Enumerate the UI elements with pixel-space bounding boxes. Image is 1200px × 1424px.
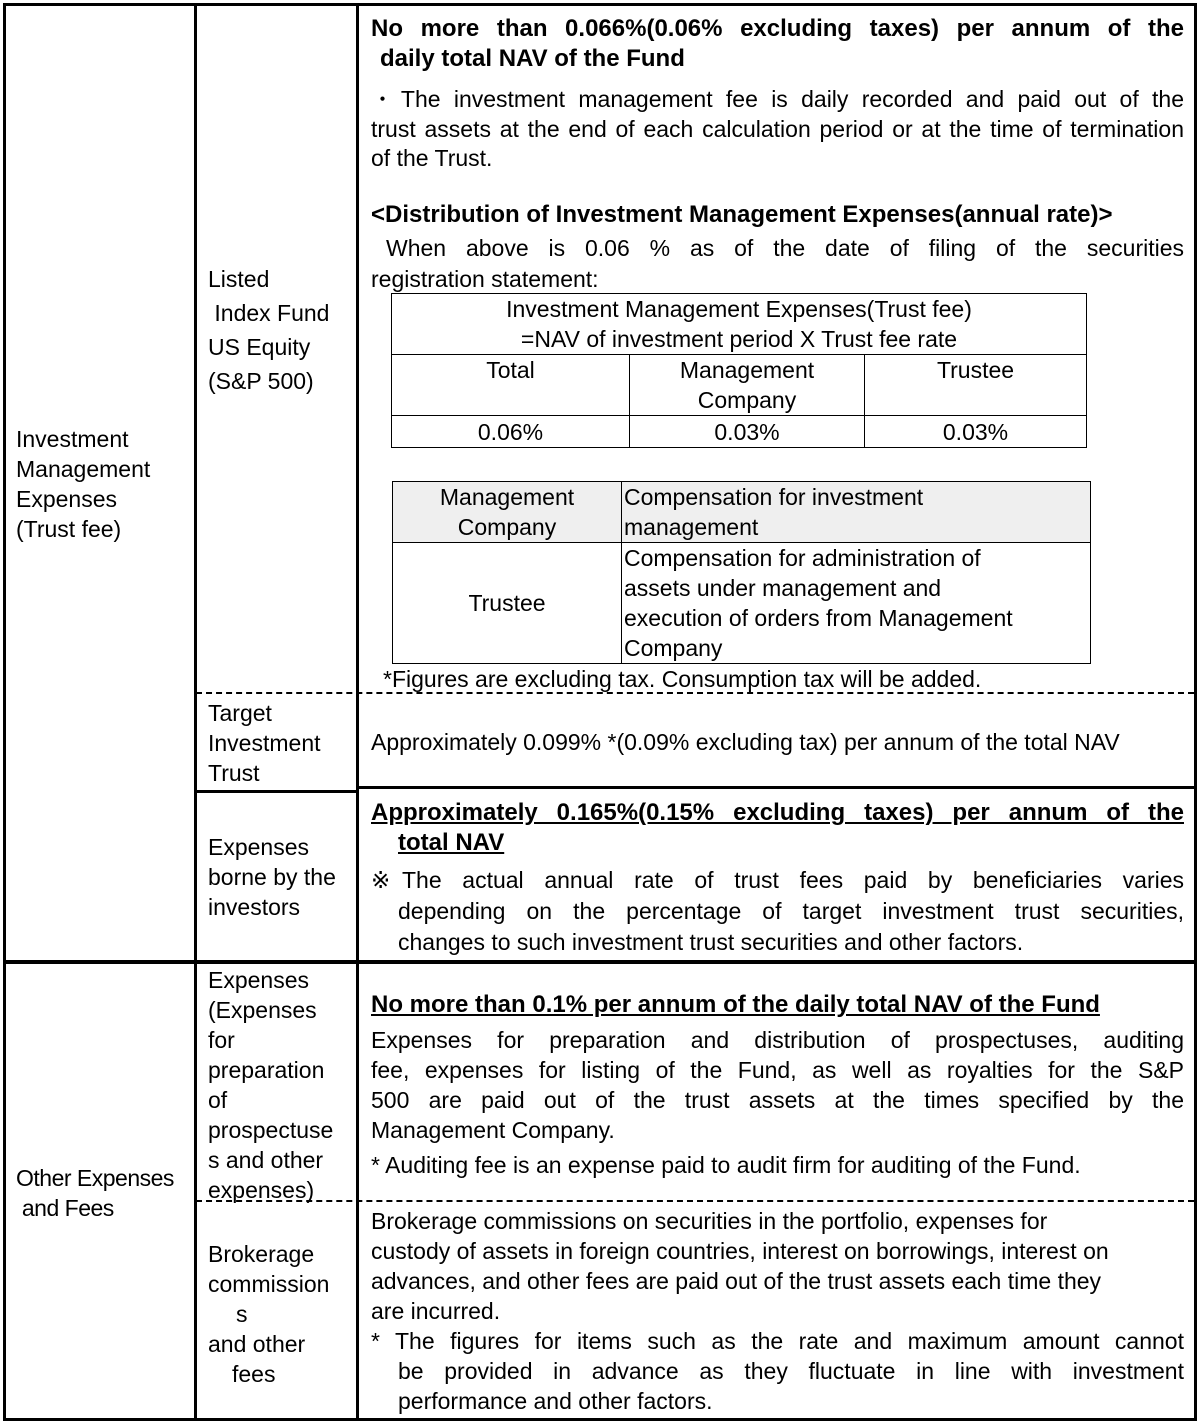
rate-table	[391, 293, 1087, 448]
brokerage-note-line2: be provided in advance as they fluctuate in line with investment	[398, 1358, 1184, 1384]
frame-top-border	[3, 3, 1197, 6]
rate-formula-cell: Investment Management Expenses(Trust fee) =NAV of investment period X Trust fee rate	[392, 294, 1087, 355]
frame-bottom-border	[3, 1418, 1197, 1421]
role-trustee-desc: Compensation for administration of assets under management and execution of orders from Management Company	[622, 543, 1091, 664]
fund-note-line3: of the Trust.	[371, 145, 493, 171]
target-text: Approximately 0.099% *(0.09% excluding tax) per annum of the total NAV	[371, 729, 1120, 755]
role-table	[392, 481, 1091, 664]
rate-value-total: 0.06%	[392, 416, 630, 448]
distribution-line1: When above is 0.06 % as of the date of filing of the securities	[386, 235, 1184, 261]
role-management-company: Management Company	[393, 482, 622, 543]
expenses-text-line4: Management Company.	[371, 1117, 615, 1143]
expenses-heading: No more than 0.1% per annum of the daily total NAV of the Fund	[371, 991, 1100, 1018]
target-label: Target Investment Trust	[208, 700, 321, 786]
investors-note-line3: changes to such investment trust securities and other factors.	[398, 929, 1024, 955]
other-section-label: Other Expenses and Fees	[16, 1165, 174, 1221]
separator-target-investors-left	[194, 790, 359, 793]
rate-value-management-company: 0.03%	[630, 416, 865, 448]
investors-note-line2: depending on the percentage of target investment trust securities,	[398, 898, 1184, 924]
expenses-text-line2: fee, expenses for listing of the Fund, as well as royalties for the S&P	[371, 1057, 1184, 1083]
expenses-text-line1: Expenses for preparation and distribution of prospectuses, auditing	[371, 1027, 1184, 1053]
brokerage-text-line4: are incurred.	[371, 1298, 501, 1324]
separator-section	[3, 960, 1197, 964]
col-divider-1	[194, 3, 197, 1421]
brokerage-note-line3: performance and other factors.	[398, 1388, 713, 1414]
frame-right-border	[1194, 3, 1197, 1421]
distribution-heading: <Distribution of Investment Management Expenses(annual rate)>	[371, 201, 1113, 228]
frame-left-border	[3, 3, 6, 1421]
rate-header-total: Total	[392, 355, 630, 416]
expenses-note: * Auditing fee is an expense paid to audit firm for auditing of the Fund.	[371, 1152, 1081, 1178]
expenses-text-line3: 500 are paid out of the trust assets at the times specified by the	[371, 1087, 1184, 1113]
brokerage-text-line3: advances, and other fees are paid out of the trust assets each time they	[371, 1268, 1102, 1294]
fund-label: Listed Index Fund US Equity (S&P 500)	[208, 266, 330, 394]
brokerage-label: Brokerage commission s and other fees	[208, 1241, 330, 1387]
brokerage-note-line1: * The figures for items such as the rate and maximum amount cannot	[371, 1328, 1184, 1354]
expenses-label: Expenses (Expenses for preparation of prospectuse s and other expenses)	[208, 967, 334, 1203]
investors-note-mark: ※	[371, 867, 391, 893]
brokerage-text-line2: custody of assets in foreign countries, interest on borrowings, interest on	[371, 1238, 1109, 1264]
fund-heading-line2: daily total NAV of the Fund	[380, 45, 685, 72]
investors-heading-line2: total NAV	[398, 829, 505, 856]
role-trustee: Trustee	[393, 543, 622, 664]
investors-label: Expenses borne by the investors	[208, 834, 336, 920]
separator-target-investors	[356, 786, 1197, 789]
col-divider-2	[356, 3, 359, 1421]
rate-value-trustee: 0.03%	[865, 416, 1087, 448]
fund-heading-line1: No more than 0.066%(0.06% excluding taxes) per annum of the	[371, 15, 1184, 42]
distribution-line2: registration statement:	[371, 266, 599, 292]
fund-note-line1: ・The investment management fee is daily recorded and paid out of the	[371, 86, 1184, 112]
rate-header-management-company: Management Company	[630, 355, 865, 416]
investors-heading-line1: Approximately 0.165%(0.15% excluding taxes) per annum of the	[371, 799, 1184, 826]
trust-fee-section-label: Investment Management Expenses (Trust fee)	[16, 426, 151, 542]
role-management-company-desc: Compensation for investment management	[622, 482, 1091, 543]
brokerage-text-line1: Brokerage commissions on securities in the portfolio, expenses for	[371, 1208, 1048, 1234]
rate-header-trustee: Trustee	[865, 355, 1087, 416]
fund-footnote: *Figures are excluding tax. Consumption tax will be added.	[383, 666, 982, 692]
investors-note-line1: The actual annual rate of trust fees paid by beneficiaries varies	[402, 867, 1184, 893]
fund-note-line2: trust assets at the end of each calculation period or at the time of termination	[371, 116, 1184, 142]
